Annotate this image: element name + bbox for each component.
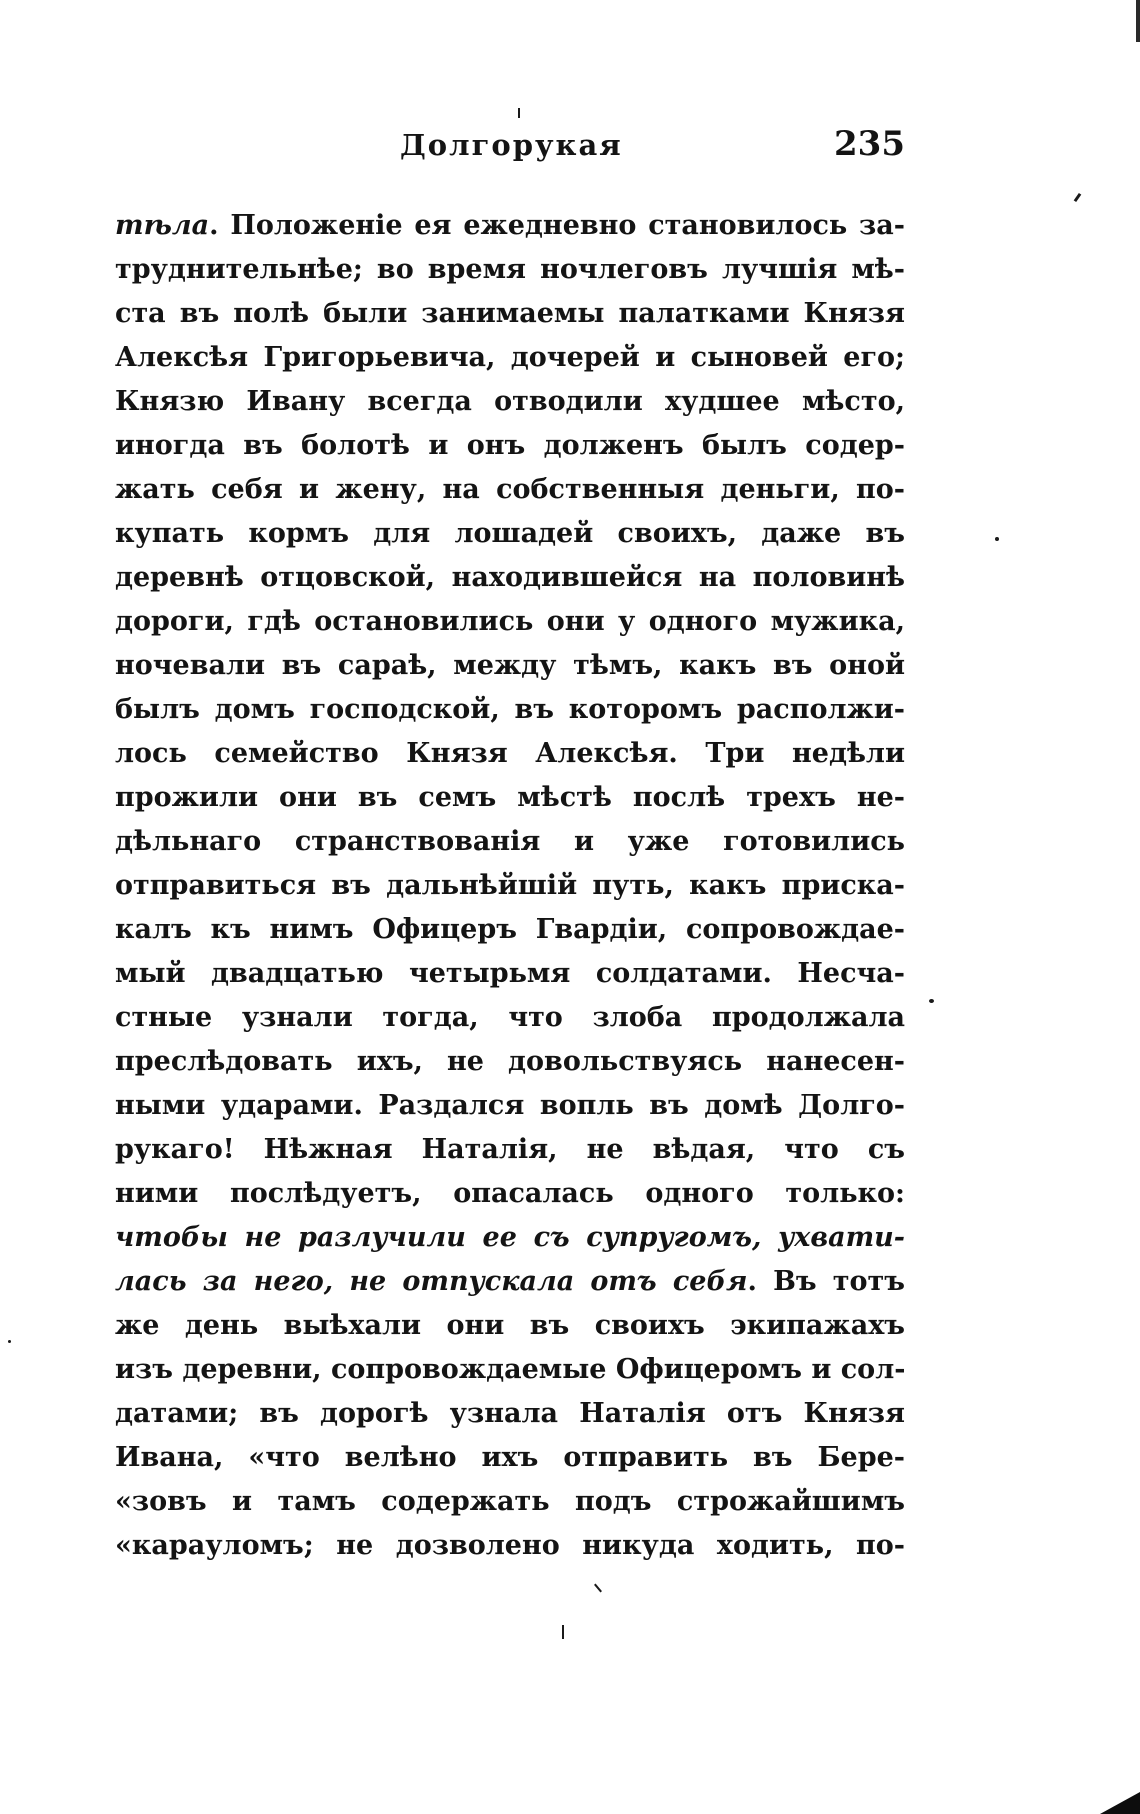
page-edge-line	[1136, 0, 1140, 42]
text-line	[115, 776, 905, 820]
text-line	[115, 248, 905, 292]
italic-text: тѣла	[115, 210, 210, 241]
ink-speck	[594, 1584, 602, 1593]
regular-text: жать себя и жену, на собственныя деньги, по-	[115, 474, 905, 505]
text-line	[115, 1172, 905, 1216]
regular-text: датами; въ дорогѣ узнала Наталія отъ Князя	[115, 1398, 905, 1429]
regular-text: мый двадцатью четырьмя солдатами. Несча-	[115, 958, 905, 989]
text-line	[115, 424, 905, 468]
regular-text: же день выѣхали они въ своихъ экипажахъ	[115, 1310, 905, 1341]
ink-speck	[1074, 193, 1082, 202]
text-line	[115, 1436, 905, 1480]
text-line	[115, 1304, 905, 1348]
regular-text: деревнѣ отцовской, находившейся на половинѣ	[115, 562, 905, 593]
ink-speck	[995, 537, 999, 541]
text-line	[115, 1348, 905, 1392]
regular-text: былъ домъ господской, въ которомъ располжи-	[115, 694, 905, 725]
text-line	[115, 380, 905, 424]
regular-text: калъ къ нимъ Офицеръ Гвардіи, сопровождае-	[115, 914, 905, 945]
page-number: 235	[834, 124, 905, 164]
text-line	[115, 336, 905, 380]
text-line	[115, 820, 905, 864]
text-line	[115, 512, 905, 556]
regular-text: «зовъ и тамъ содержать подъ строжайшимъ	[115, 1486, 905, 1517]
text-line	[115, 688, 905, 732]
regular-text: дѣльнаго странствованія и уже готовились	[115, 826, 905, 857]
text-line	[115, 908, 905, 952]
regular-text: ночевали въ сараѣ, между тѣмъ, какъ въ оной	[115, 650, 905, 681]
text-line	[115, 864, 905, 908]
regular-text: Алексѣя Григорьевича, дочерей и сыновей его;	[115, 342, 905, 373]
ink-speck	[8, 1340, 11, 1343]
regular-text: Ивана, «что велѣно ихъ отправить въ Бере-	[115, 1442, 905, 1473]
italic-text: чтобы не разлучили ее съ супругомъ, ухвати-	[115, 1222, 905, 1253]
regular-text: иногда въ болотѣ и онъ долженъ былъ содер-	[115, 430, 905, 461]
italic-text: лась за него, не отпускала отъ себя	[115, 1266, 748, 1297]
regular-text: купать кормъ для лошадей своихъ, даже въ	[115, 518, 905, 549]
regular-text: рукаго! Нѣжная Наталія, не вѣдая, что съ	[115, 1134, 905, 1165]
ink-speck	[929, 999, 934, 1003]
regular-text: лось семейство Князя Алексѣя. Три недѣли	[115, 738, 905, 769]
regular-text: дороги, гдѣ остановились они у одного мужика,	[115, 606, 905, 637]
text-line	[115, 1480, 905, 1524]
text-line	[115, 732, 905, 776]
regular-text: отправиться въ дальнѣйшій путь, какъ приска-	[115, 870, 905, 901]
text-line	[115, 468, 905, 512]
page-header	[115, 124, 905, 178]
regular-text: ста въ полѣ были занимаемы палатками Князя	[115, 298, 905, 329]
text-line	[115, 1084, 905, 1128]
regular-text: ными ударами. Раздался вопль въ домѣ Долго-	[115, 1090, 905, 1121]
text-line	[115, 1260, 905, 1304]
text-line	[115, 996, 905, 1040]
text-line	[115, 1128, 905, 1172]
text-line	[115, 292, 905, 336]
regular-text: стные узнали тогда, что злоба продолжала	[115, 1002, 905, 1033]
regular-text: прожили они въ семъ мѣстѣ послѣ трехъ не-	[115, 782, 905, 813]
regular-text: Князю Ивану всегда отводили худшее мѣсто,	[115, 386, 905, 417]
regular-text: изъ деревни, сопровождаемые Офицеромъ и сол-	[115, 1354, 905, 1385]
text-line	[115, 1524, 905, 1568]
text-line	[115, 952, 905, 996]
regular-text: ними послѣдуетъ, опасалась одного только:	[115, 1178, 905, 1209]
regular-text: труднительнѣе; во время ночлеговъ лучшія мѣ-	[115, 254, 905, 285]
text-line	[115, 1392, 905, 1436]
text-line	[115, 556, 905, 600]
body-text	[115, 204, 905, 1568]
text-line	[115, 600, 905, 644]
regular-text: «карауломъ; не дозволено никуда ходить, по-	[115, 1530, 905, 1561]
ink-speck	[562, 1625, 564, 1639]
regular-text: . Положеніе ея ежедневно становилось за-	[209, 210, 905, 241]
ink-speck	[518, 108, 520, 118]
corner-ink-mark	[1100, 1792, 1140, 1814]
text-line	[115, 644, 905, 688]
regular-text: преслѣдовать ихъ, не довольствуясь нанесен-	[115, 1046, 905, 1077]
text-line	[115, 1040, 905, 1084]
text-line	[115, 1216, 905, 1260]
regular-text: . Въ тотъ	[747, 1266, 905, 1297]
running-title: Долгорукая	[400, 128, 623, 162]
text-line	[115, 204, 905, 248]
